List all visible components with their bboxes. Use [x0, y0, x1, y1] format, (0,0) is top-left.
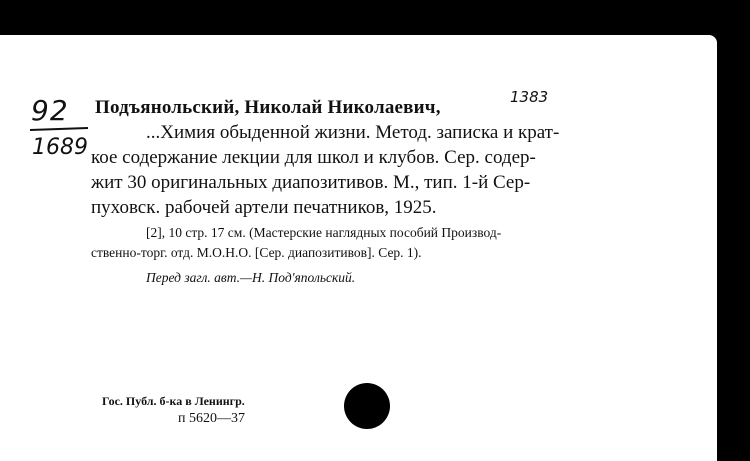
- entry-line: кое содержание лекции для школ и клубов. Сер. содер-: [91, 147, 536, 168]
- entry-line: жит 30 оригинальных диапозитивов. М., тип. 1-й Сер-: [91, 172, 531, 193]
- library-stamp: Гос. Публ. б-ка в Ленингр.: [102, 394, 245, 408]
- collation-line: [2], 10 стр. 17 см. (Мастерские наглядных пособий Производ-: [146, 225, 502, 240]
- card-edge: [0, 35, 4, 461]
- handwritten-inventory-number: 1689: [32, 135, 88, 160]
- handwritten-corner-number: 1383: [510, 88, 549, 106]
- entry-line: пуховск. рабочей артели печатников, 1925.: [91, 197, 437, 218]
- handwritten-shelf-number: 92: [31, 94, 69, 127]
- collation-line: ственно-торг. отд. М.О.Н.О. [Сер. диапозитивов]. Сер. 1).: [91, 245, 422, 260]
- entry-line: ...Химия обыденной жизни. Метод. записка и крат-: [146, 122, 560, 143]
- catalog-code: п 5620—37: [178, 411, 245, 426]
- author-note-line: Перед загл. авт.—Н. Под'япольский.: [146, 270, 356, 285]
- catalog-card: [0, 35, 717, 461]
- author-heading: Подъянольский, Николай Николаевич,: [95, 97, 441, 118]
- handwritten-underline: [30, 127, 88, 131]
- punch-hole: [344, 383, 390, 429]
